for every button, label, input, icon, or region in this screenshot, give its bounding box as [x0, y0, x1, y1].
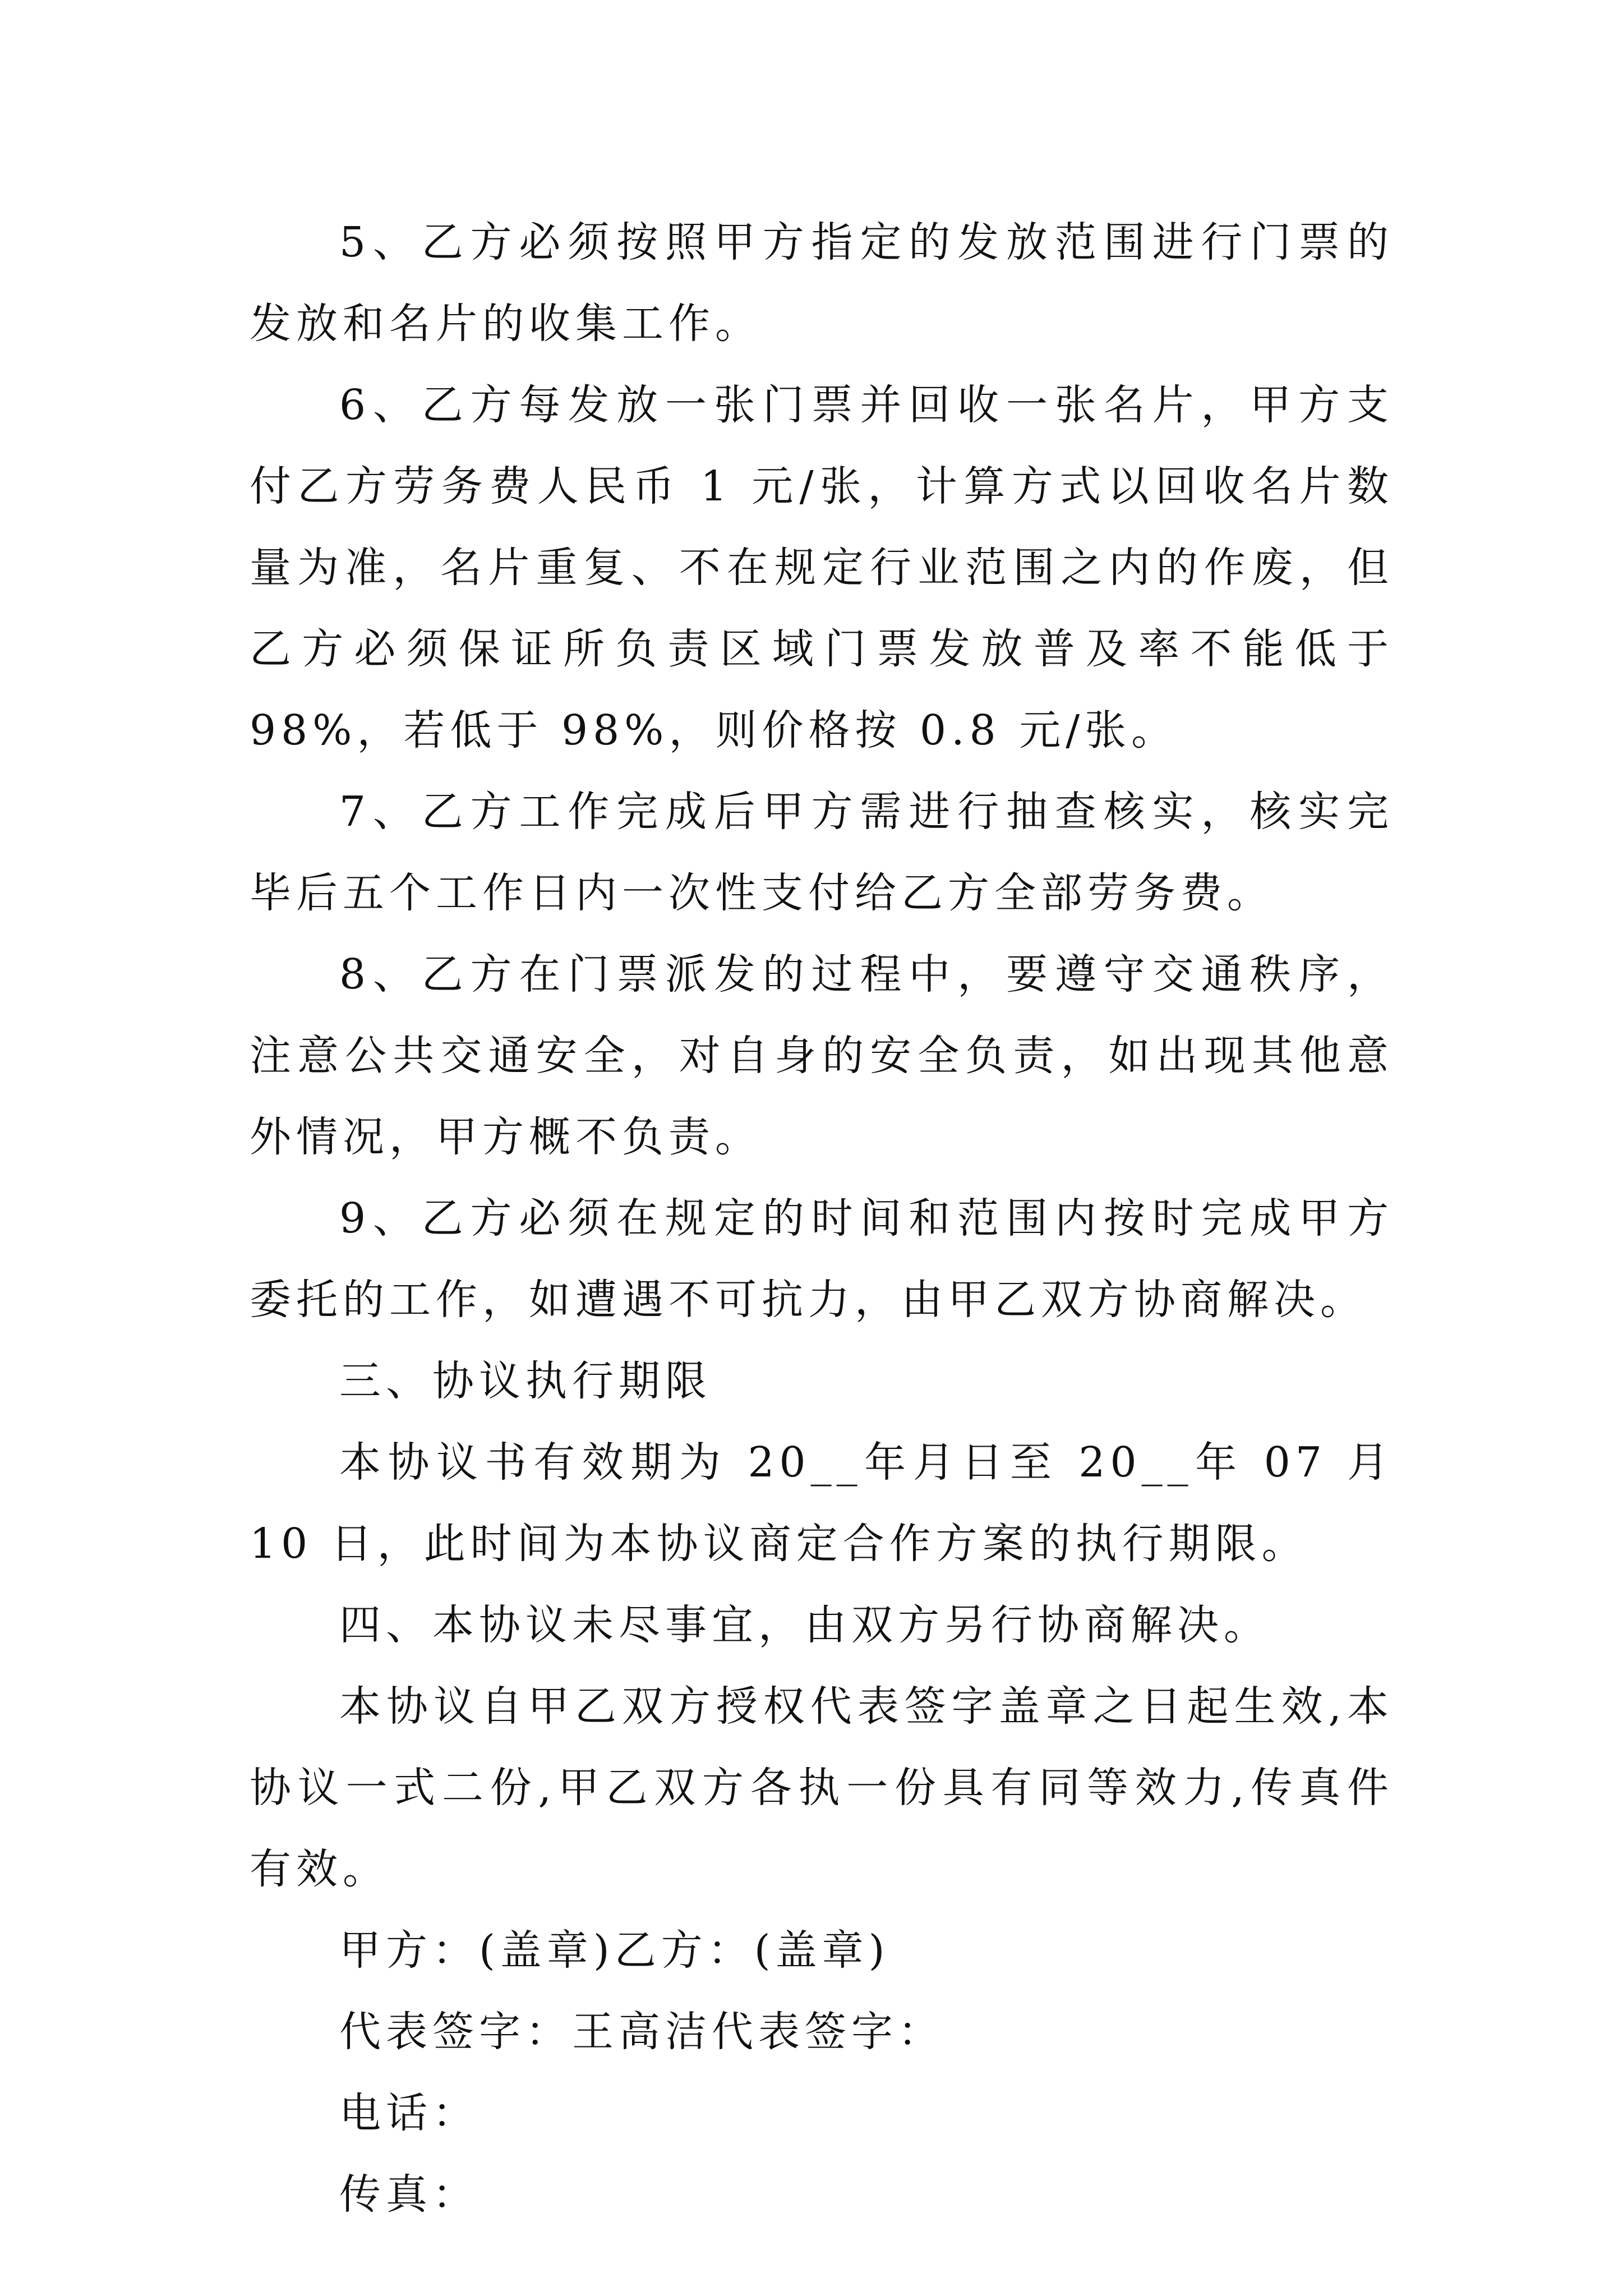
clause-7: 7、乙方工作完成后甲方需进行抽查核实，核实完毕后五个工作日内一次性支付给乙方全部劳务费。	[250, 788, 1394, 917]
clause-9: 9、乙方必须在规定的时间和范围内按时完成甲方委托的工作，如遭遇不可抗力，由甲乙双方协商解决。	[250, 1194, 1394, 1324]
seal-line: 甲方：(盖章)乙方：(盖章)	[339, 1926, 890, 1975]
section-heading-term: 三、协议执行期限	[339, 1357, 712, 1405]
phone-label: 电话：	[339, 2089, 479, 2137]
clause-5: 5、乙方必须按照甲方指定的发放范围进行门票的发放和名片的收集工作。	[250, 218, 1394, 348]
clause-6: 6、乙方每发放一张门票并回收一张名片，甲方支付乙方劳务费人民币 1 元/张，计算方式以回收名片数量为准，名片重复、不在规定行业范围之内的作废，但乙方必须保证所负责区域门票发放普及率不能低于 98%，若低于 98%，则价格按 0.8 元/张。	[250, 381, 1394, 754]
document-body	[250, 202, 1394, 2235]
fax-label: 传真：	[339, 2170, 479, 2219]
effective-clause: 本协议自甲乙双方授权代表签字盖章之日起生效,本协议一式二份,甲乙双方各执一份具有同等效力,传真件有效。	[250, 1682, 1394, 1893]
representative-line: 代表签字：王高洁代表签字：	[339, 2008, 944, 2056]
section-four: 四、本协议未尽事宜，由双方另行协商解决。	[339, 1601, 1270, 1649]
clause-8: 8、乙方在门票派发的过程中，要遵守交通秩序，注意公共交通安全，对自身的安全负责，如出现其他意外情况，甲方概不负责。	[250, 950, 1394, 1161]
term-paragraph: 本协议书有效期为 20__年月日至 20__年 07 月 10 日，此时间为本协议商定合作方案的执行期限。	[250, 1438, 1394, 1568]
